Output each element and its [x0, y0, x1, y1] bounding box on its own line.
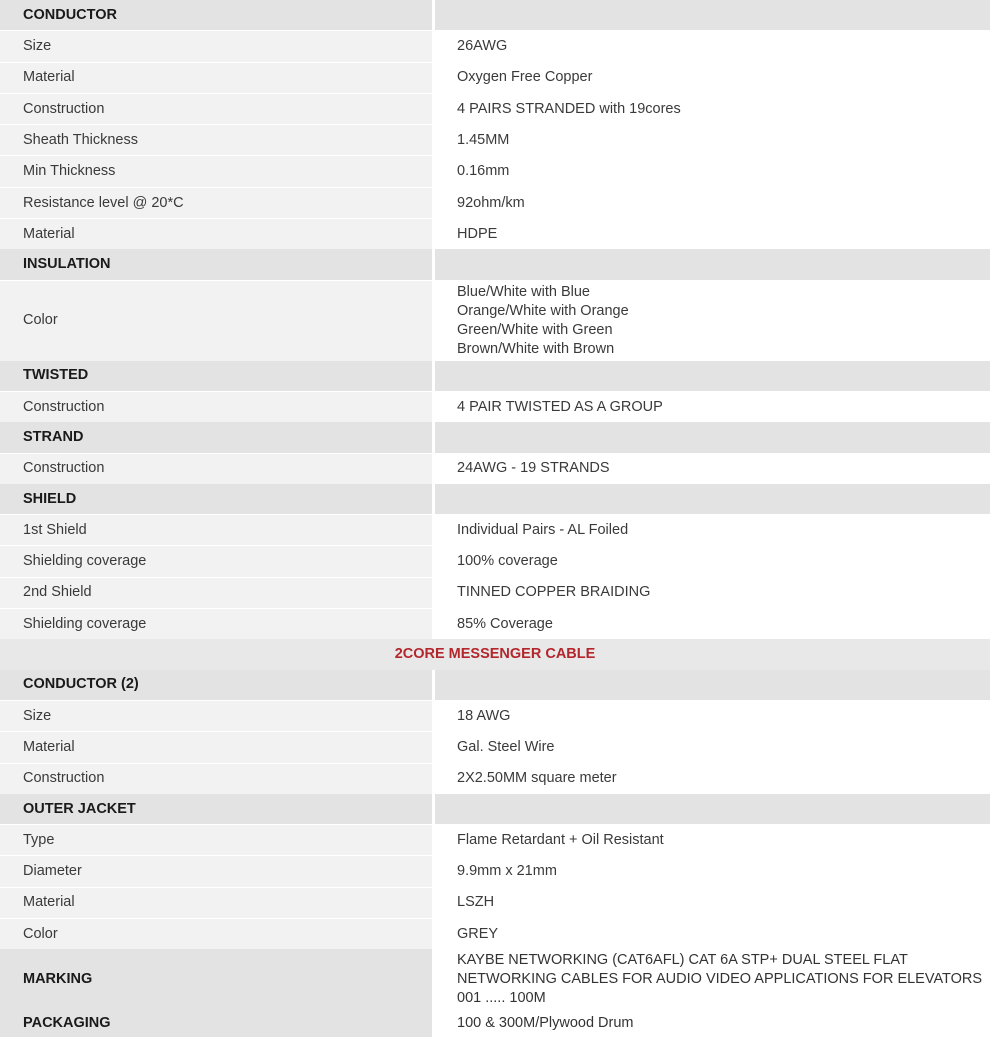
spec-label: Color	[0, 919, 432, 949]
spec-value: Oxygen Free Copper	[432, 63, 990, 93]
table-row	[0, 391, 990, 422]
spec-label: 2nd Shield	[0, 578, 432, 608]
table-row	[0, 545, 990, 576]
spec-label: Material	[0, 63, 432, 93]
spec-value: 4 PAIR TWISTED AS A GROUP	[432, 392, 990, 422]
section-header-blank	[432, 794, 990, 824]
spec-value: 4 PAIRS STRANDED with 19cores	[432, 94, 990, 124]
section-title: TWISTED	[0, 361, 432, 391]
spec-value: 18 AWG	[432, 701, 990, 731]
spec-value: HDPE	[432, 219, 990, 249]
section-title: PACKAGING	[0, 1009, 432, 1037]
spec-value: 1.45MM	[432, 125, 990, 155]
marking-value: KAYBE NETWORKING (CAT6AFL) CAT 6A STP+ DUAL STEEL FLAT NETWORKING CABLES FOR AUDIO VIDEO APPLICATIONS FOR ELEVATORS 001 ..... 100M	[432, 949, 990, 1009]
table-row	[0, 30, 990, 61]
color-line: Blue/White with Blue	[457, 283, 590, 300]
section-header-strand	[0, 422, 990, 452]
spec-label: Construction	[0, 764, 432, 794]
table-row	[0, 62, 990, 93]
section-title: STRAND	[0, 422, 432, 452]
table-row	[0, 918, 990, 949]
section-header-blank	[432, 484, 990, 514]
table-row	[0, 700, 990, 731]
spec-value-color-list	[432, 281, 990, 361]
spec-label: Min Thickness	[0, 156, 432, 186]
table-row	[0, 453, 990, 484]
spec-value: TINNED COPPER BRAIDING	[432, 578, 990, 608]
marking-row	[0, 949, 990, 1009]
spec-label: Material	[0, 732, 432, 762]
spec-label: Material	[0, 888, 432, 918]
spec-value: 92ohm/km	[432, 188, 990, 218]
section-title: MARKING	[0, 949, 432, 1009]
messenger-cable-band	[0, 639, 990, 669]
color-line: Green/White with Green	[457, 321, 613, 338]
spec-value: LSZH	[432, 888, 990, 918]
table-row	[0, 155, 990, 186]
section-header-blank	[432, 670, 990, 700]
spec-label: Resistance level @ 20*C	[0, 188, 432, 218]
section-header-twisted	[0, 361, 990, 391]
table-row	[0, 824, 990, 855]
spec-value: 85% Coverage	[432, 609, 990, 639]
table-row	[0, 887, 990, 918]
spec-label: Size	[0, 31, 432, 61]
spec-label: Color	[0, 281, 432, 361]
packaging-value: 100 & 300M/Plywood Drum	[432, 1009, 990, 1037]
spec-label: Construction	[0, 454, 432, 484]
table-row	[0, 93, 990, 124]
packaging-row	[0, 1009, 990, 1037]
table-row	[0, 763, 990, 794]
spec-value: GREY	[432, 919, 990, 949]
spec-label: Material	[0, 219, 432, 249]
spec-label: 1st Shield	[0, 515, 432, 545]
spec-value: Flame Retardant + Oil Resistant	[432, 825, 990, 855]
spec-value: Gal. Steel Wire	[432, 732, 990, 762]
section-title: OUTER JACKET	[0, 794, 432, 824]
spec-value: 2X2.50MM square meter	[432, 764, 990, 794]
section-header-conductor-2	[0, 670, 990, 700]
spec-label: Diameter	[0, 856, 432, 886]
band-title: 2CORE MESSENGER CABLE	[394, 646, 596, 663]
section-title: CONDUCTOR	[0, 0, 432, 30]
spec-value: 24AWG - 19 STRANDS	[432, 454, 990, 484]
color-line: Orange/White with Orange	[457, 302, 629, 319]
spec-label: Size	[0, 701, 432, 731]
spec-value: Individual Pairs - AL Foiled	[432, 515, 990, 545]
table-row	[0, 280, 990, 361]
spec-label: Type	[0, 825, 432, 855]
section-title: CONDUCTOR (2)	[0, 670, 432, 700]
table-row	[0, 608, 990, 639]
section-header-conductor	[0, 0, 990, 30]
spec-label: Construction	[0, 94, 432, 124]
spec-label: Shielding coverage	[0, 609, 432, 639]
table-row	[0, 731, 990, 762]
section-header-blank	[432, 361, 990, 391]
color-line: Brown/White with Brown	[457, 340, 615, 357]
spec-label: Shielding coverage	[0, 546, 432, 576]
spec-value: 9.9mm x 21mm	[432, 856, 990, 886]
table-row	[0, 855, 990, 886]
section-header-blank	[432, 422, 990, 452]
spec-label: Sheath Thickness	[0, 125, 432, 155]
table-row	[0, 124, 990, 155]
table-row	[0, 514, 990, 545]
section-header-insulation	[0, 249, 990, 279]
section-header-outer-jacket	[0, 794, 990, 824]
section-header-blank	[432, 249, 990, 279]
table-row	[0, 577, 990, 608]
table-row	[0, 218, 990, 249]
spec-value: 100% coverage	[432, 546, 990, 576]
spec-value: 0.16mm	[432, 156, 990, 186]
spec-value: 26AWG	[432, 31, 990, 61]
table-row	[0, 187, 990, 218]
spec-label: Construction	[0, 392, 432, 422]
section-header-blank	[432, 0, 990, 30]
section-header-shield	[0, 484, 990, 514]
section-title: INSULATION	[0, 249, 432, 279]
section-title: SHIELD	[0, 484, 432, 514]
